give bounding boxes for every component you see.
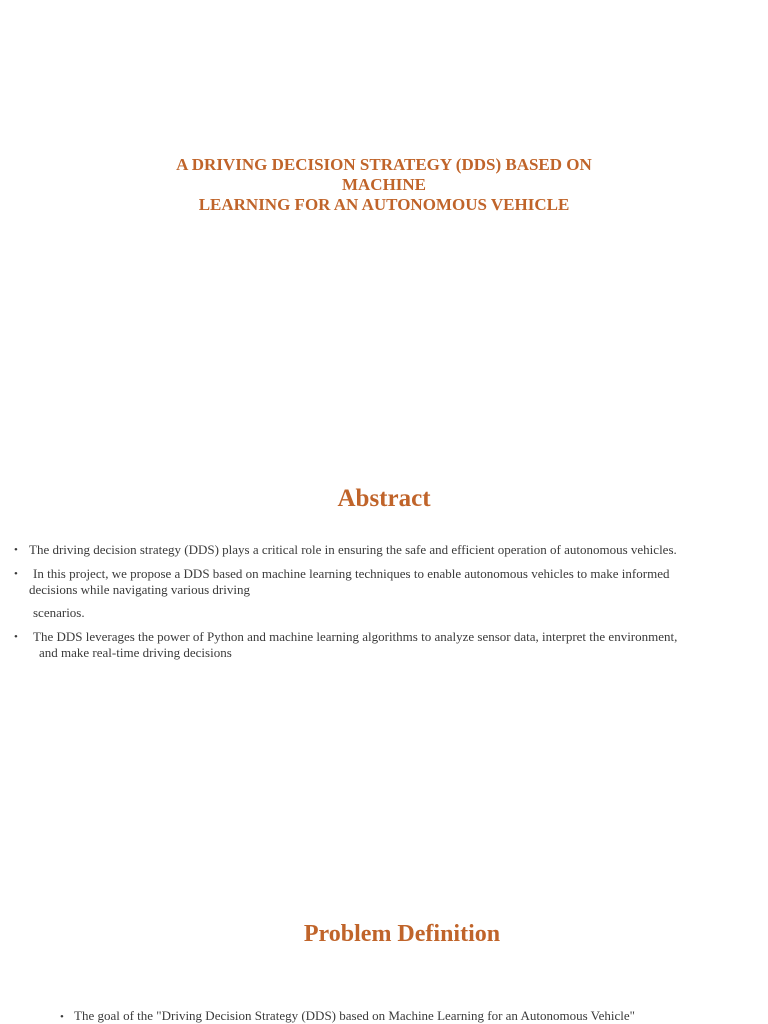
bullet-marker: •: [14, 544, 18, 556]
problem-bullet-1: The goal of the "Driving Decision Strategy (DDS) based on Machine Learning for an Autonomous Vehicle": [74, 1008, 635, 1023]
bullet-marker: •: [14, 631, 18, 643]
abstract-bullet-1: The driving decision strategy (DDS) plays a critical role in ensuring the safe and efficient operation of autonomous vehicles.: [29, 542, 677, 557]
problem-definition-heading: Problem Definition: [303, 921, 501, 947]
document-title: [0, 155, 768, 215]
abstract-bullet-3-line-1: The DDS leverages the power of Python and machine learning algorithms to analyze sensor data, interpret the environment,: [33, 629, 678, 644]
abstract-heading: Abstract: [337, 485, 431, 512]
bullet-marker: •: [60, 1011, 64, 1023]
abstract-bullet-3-line-2: and make real-time driving decisions: [39, 645, 232, 660]
abstract-bullet-2-line-2: decisions while navigating various driving: [29, 582, 250, 597]
title-line-2: MACHINE: [341, 175, 427, 194]
abstract-bullet-2-line-1: In this project, we propose a DDS based on machine learning techniques to enable autonomous vehicles to make informed: [33, 566, 670, 581]
title-line-1: A DRIVING DECISION STRATEGY (DDS) BASED ON: [176, 155, 592, 174]
bullet-marker: •: [14, 568, 18, 580]
title-line-3: LEARNING FOR AN AUTONOMOUS VEHICLE: [198, 195, 570, 214]
abstract-bullet-2-line-3: scenarios.: [33, 605, 85, 620]
